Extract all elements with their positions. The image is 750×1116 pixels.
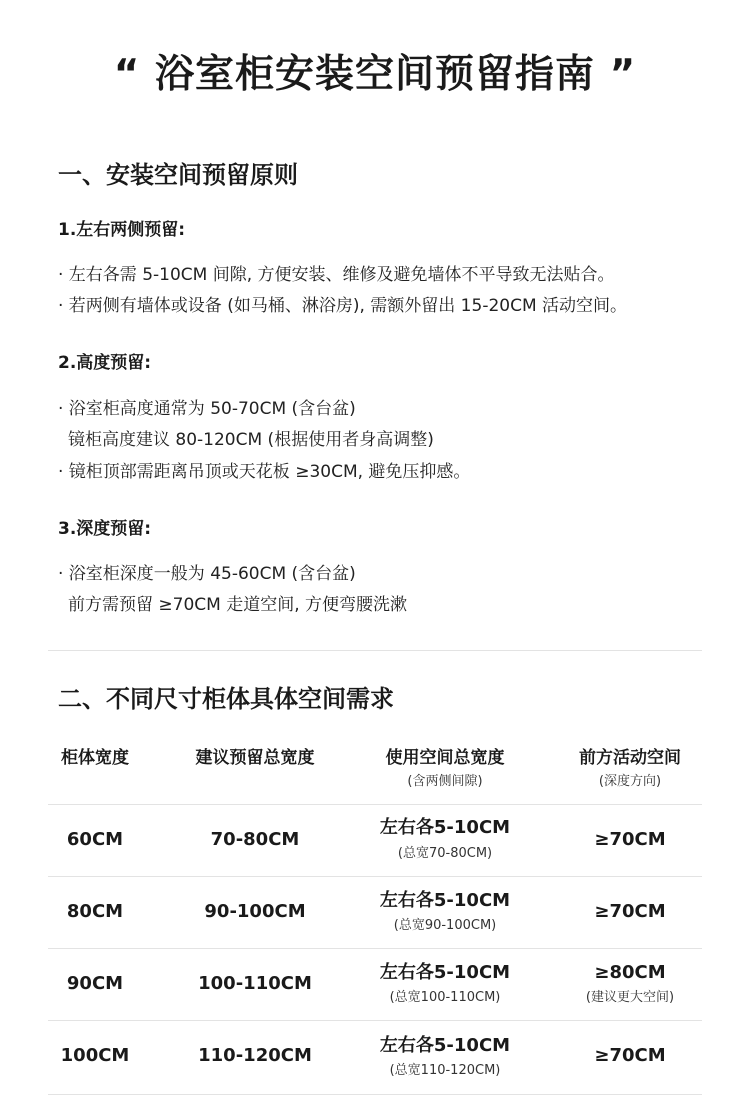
subheading-height: 2.高度预留: [58,353,152,373]
table-cell-use: 左右各5-10CM [379,890,511,911]
table-cell-front: ≥70CM [594,829,666,850]
text-line: 前方需预留 ≥70CM 走道空间, 方便弯腰洗漱 [68,595,408,615]
table-cell-total: 70-80CM [210,829,300,850]
table-cell-total: 100-110CM [198,973,312,994]
table-header-front-space-note: (深度方向) [598,774,662,789]
section-divider [48,650,702,651]
table-cell-front: ≥70CM [594,901,666,922]
table-cell-use: 左右各5-10CM [379,817,511,838]
table-cell-use: 左右各5-10CM [379,962,511,983]
table-header-use-width: 使用空间总宽度 [385,748,505,768]
table-cell-width: 90CM [66,973,124,994]
row-divider [48,1094,702,1095]
table-cell-front-note: (建议更大空间) [585,990,675,1005]
text-line: 镜柜高度建议 80-120CM (根据使用者身高调整) [68,430,434,450]
table-cell-total: 90-100CM [204,901,306,922]
table-cell-use-note: (总宽90-100CM) [393,918,497,933]
table-header-use-width-note: (含两侧间隙) [407,774,483,789]
section-heading-principles: 一、安装空间预留原则 [58,161,298,189]
row-divider [48,948,702,949]
text-line: · 浴室柜高度通常为 50-70CM (含台盆) [58,399,356,419]
table-header-cabinet-width: 柜体宽度 [61,748,129,768]
table-cell-use: 左右各5-10CM [379,1035,511,1056]
table-cell-front: ≥70CM [594,1045,666,1066]
page-title: “ 浴室柜安装空间预留指南 ” [113,52,637,97]
text-line: · 左右各需 5-10CM 间隙, 方便安装、维修及避免墙体不平导致无法贴合。 [58,265,615,285]
text-line: · 浴室柜深度一般为 45-60CM (含台盆) [58,564,356,584]
section-heading-requirements: 二、不同尺寸柜体具体空间需求 [58,685,394,713]
table-cell-width: 80CM [66,901,124,922]
table-cell-width: 60CM [66,829,124,850]
table-cell-width: 100CM [60,1045,130,1066]
text-line: · 若两侧有墙体或设备 (如马桶、淋浴房), 需额外留出 15-20CM 活动空间。 [58,296,628,316]
table-cell-front: ≥80CM [594,962,666,983]
table-cell-total: 110-120CM [198,1045,312,1066]
row-divider [48,1020,702,1021]
subheading-left-right: 1.左右两侧预留: [58,220,186,240]
row-divider [48,876,702,877]
table-cell-use-note: (总宽110-120CM) [389,1063,501,1078]
text-line: · 镜柜顶部需距离吊顶或天花板 ≥30CM, 避免压抑感。 [58,462,471,482]
subheading-depth: 3.深度预留: [58,519,152,539]
table-header-front-space: 前方活动空间 [579,748,681,768]
table-header-total-width: 建议预留总宽度 [195,748,315,768]
table-cell-use-note: (总宽70-80CM) [397,846,493,861]
table-cell-use-note: (总宽100-110CM) [389,990,501,1005]
row-divider [48,804,702,805]
